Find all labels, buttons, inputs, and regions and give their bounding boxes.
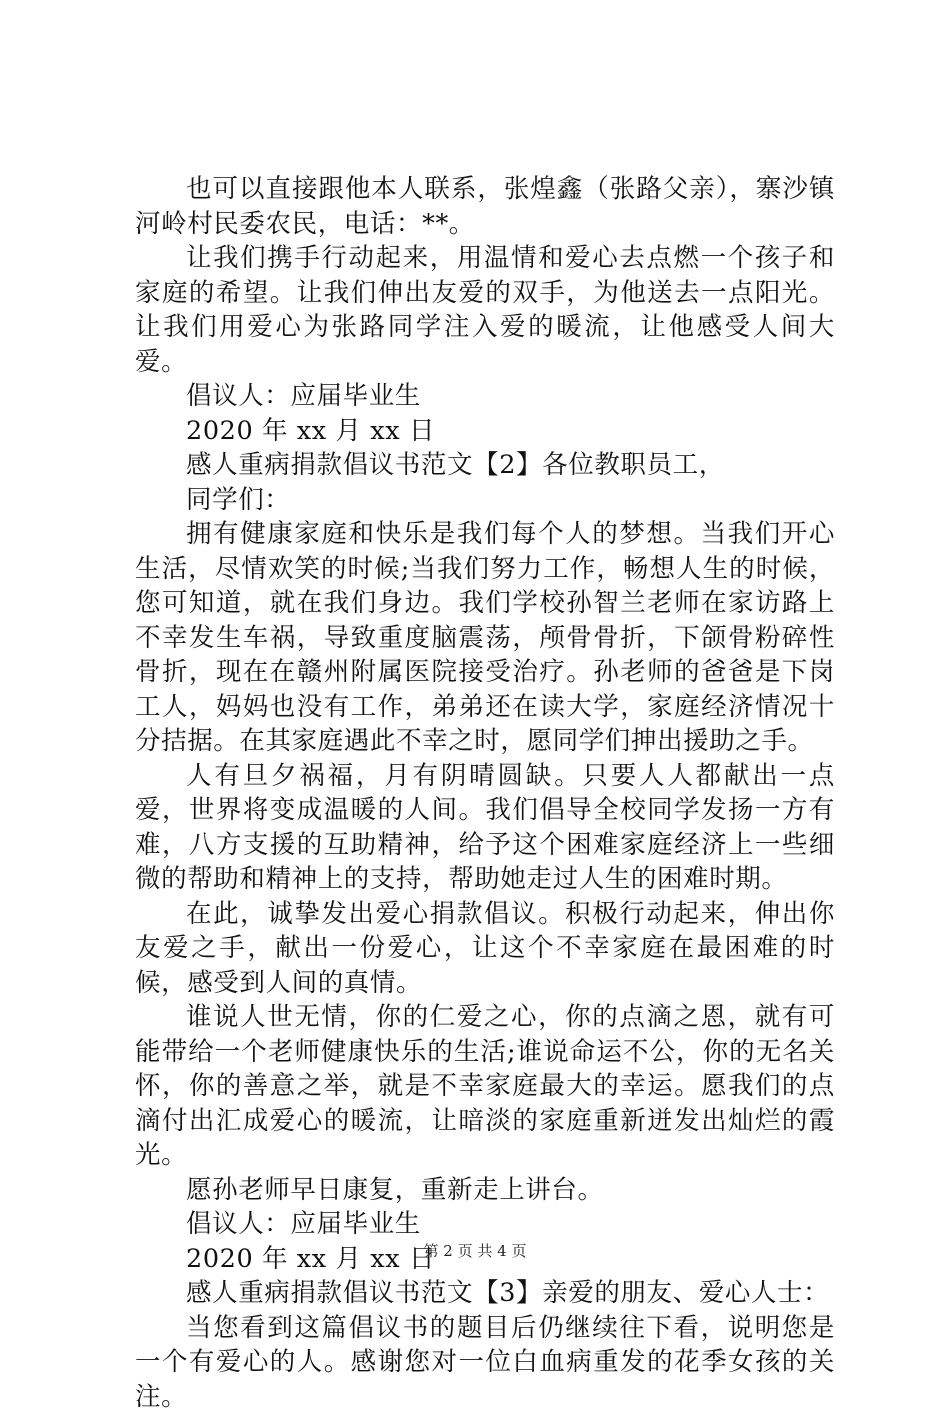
closing-wish: 愿孙老师早日康复，重新走上讲台。 <box>135 1173 835 1208</box>
paragraph-donation-proposal: 在此，诚挚发出爱心捐款倡议。积极行动起来，伸出你友爱之手，献出一份爱心，让这个不幸家庭在最困难的时候，感受到人间的真情。 <box>135 897 835 1001</box>
paragraph-situation: 拥有健康家庭和快乐是我们每个人的梦想。当我们开心生活，尽情欢笑的时候;当我们努力工作，畅想人生的时候，您可知道，就在我们身边。我们学校孙智兰老师在家访路上不幸发生车祸，导致重度脑震荡，颅骨骨折，下颌骨粉碎性骨折，现在在赣州附属医院接受治疗。孙老师的爸爸是下岗工人，妈妈也没有工作，弟弟还在读大学，家庭经济情况十分拮据。在其家庭遇此不幸之时，愿同学们抻出援助之手。 <box>135 517 835 759</box>
document-body <box>135 172 835 1414</box>
signature-initiator: 倡议人：应届毕业生 <box>135 379 835 414</box>
paragraph-encouragement: 谁说人世无情，你的仁爱之心，你的点滴之恩，就有可能带给一个老师健康快乐的生活;谁说命运不公，你的无名关怀，你的善意之举，就是不幸家庭最大的幸运。愿我们的点滴付出汇成爱心的暖流，让暗淡的家庭重新迸发出灿烂的霞光。 <box>135 1000 835 1173</box>
paragraph-call-to-action: 让我们携手行动起来，用温情和爱心去点燃一个孩子和家庭的希望。让我们伸出友爱的双手，为他送去一点阳光。让我们用爱心为张路同学注入爱的暖流，让他感受人间大爱。 <box>135 241 835 379</box>
signature-date: 2020 年 xx 月 xx 日 <box>135 414 835 449</box>
signature-date-2: 2020 年 xx 月 xx 日 <box>135 1242 835 1277</box>
paragraph-opening: 当您看到这篇倡议书的题目后仍继续往下看，说明您是一个有爱心的人。感谢您对一位白血病重发的花季女孩的关注。 <box>135 1311 835 1414</box>
signature-initiator-2: 倡议人：应届毕业生 <box>135 1207 835 1242</box>
page-footer: 第 2 页 共 4 页 <box>0 1241 950 1261</box>
paragraph-contact-info: 也可以直接跟他本人联系，张煌鑫（张路父亲），寨沙镇河岭村民委农民，电话：**。 <box>135 172 835 241</box>
section-heading-2: 感人重病捐款倡议书范文【2】各位教职员工， <box>135 448 835 483</box>
section-heading-3: 感人重病捐款倡议书范文【3】亲爱的朋友、爱心人士： <box>135 1276 835 1311</box>
paragraph-appeal: 人有旦夕祸福，月有阴晴圆缺。只要人人都献出一点爱，世界将变成温暖的人间。我们倡导全校同学发扬一方有难，八方支援的互助精神，给予这个困难家庭经济上一些细微的帮助和精神上的支持，帮助她走过人生的困难时期。 <box>135 759 835 897</box>
salutation: 同学们： <box>135 483 835 518</box>
